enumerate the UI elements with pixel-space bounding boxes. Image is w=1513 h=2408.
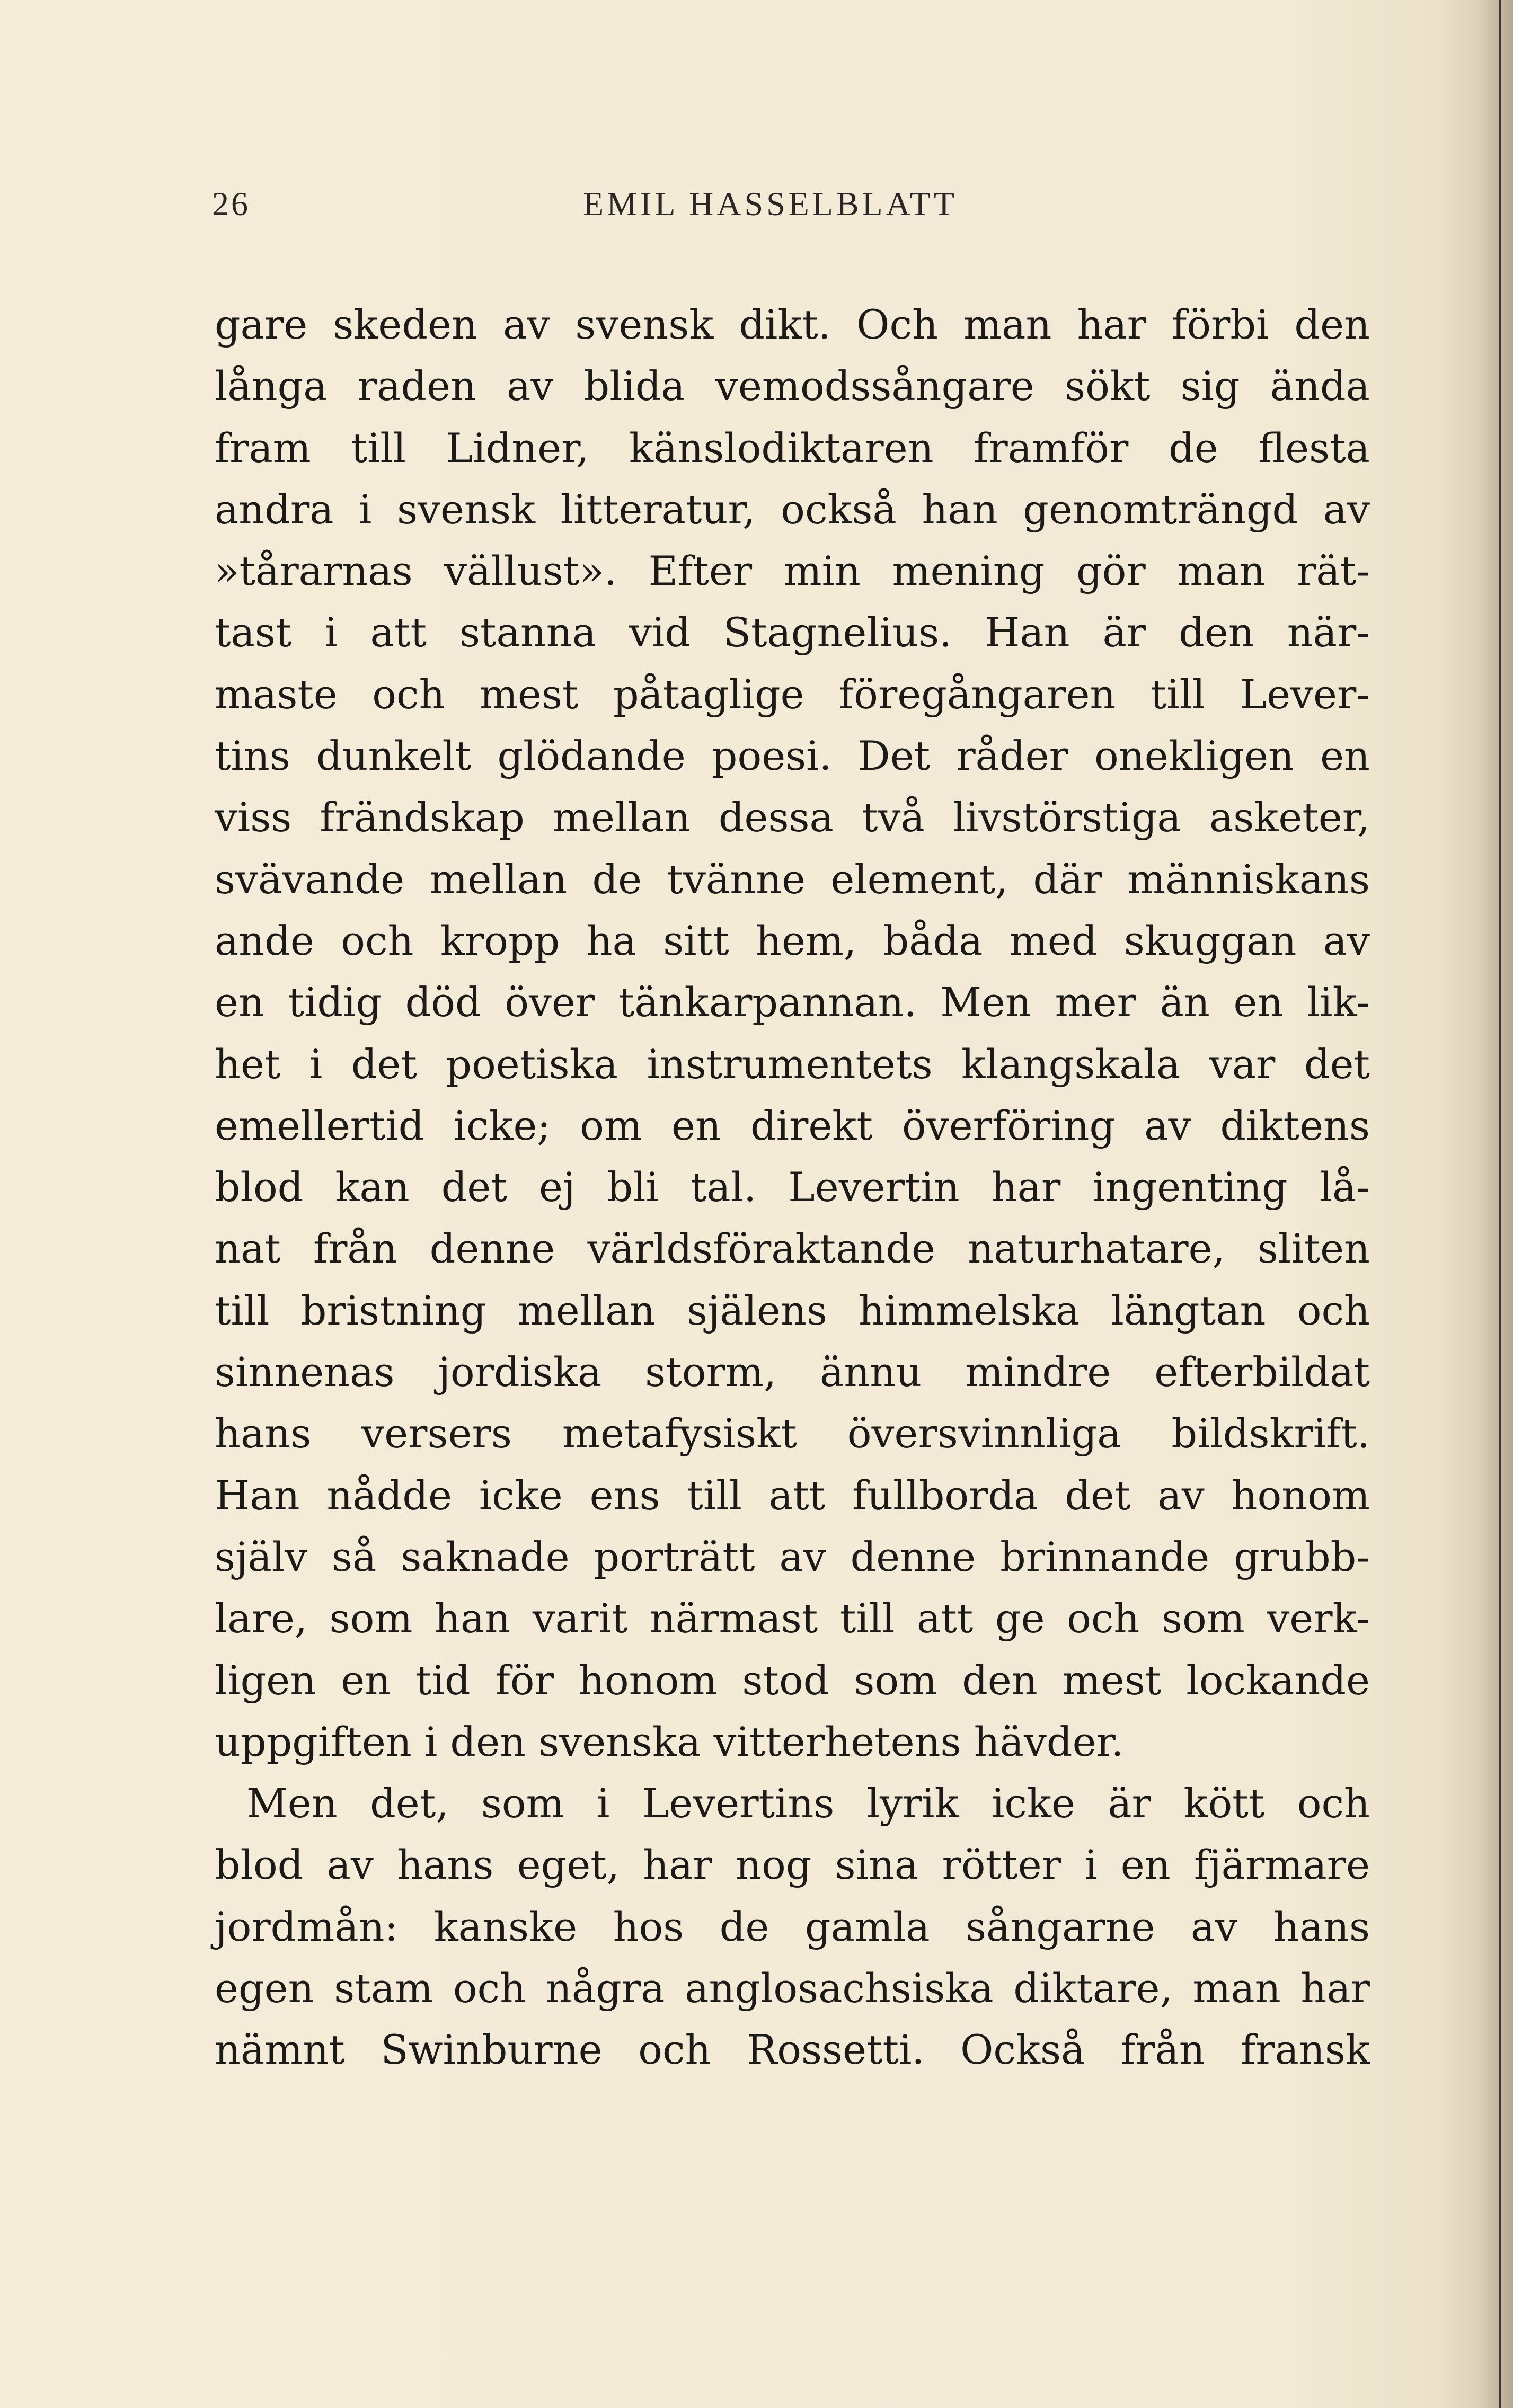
text-line: het i det poetiska instrumentets klangskala var det — [215, 1040, 1370, 1088]
text-line: jordmån: kanske hos de gamla sångarne av hans — [215, 1903, 1370, 1950]
text-line: sinnenas jordiska storm, ännu mindre efterbildat — [215, 1348, 1370, 1396]
text-line: långa raden av blida vemodssångare sökt sig ända — [215, 362, 1370, 410]
text-line: Han nådde icke ens till att fullborda det av honom — [215, 1471, 1370, 1519]
text-line: viss frändskap mellan dessa två livstörstiga asketer, — [215, 794, 1370, 841]
text-line: tast i att stanna vid Stagnelius. Han är den när- — [215, 609, 1370, 656]
text-line: lare, som han varit närmast till att ge och som verk- — [215, 1595, 1370, 1642]
text-line-paragraph-end: uppgiften i den svenska vitterhetens hävder. — [215, 1718, 1124, 1765]
text-line: tins dunkelt glödande poesi. Det råder onekligen en — [215, 732, 1370, 780]
text-line: svävande mellan de tvänne element, där människans — [215, 855, 1370, 903]
text-line: egen stam och några anglosachsiska diktare, man har — [215, 1965, 1370, 2012]
running-head: EMIL HASSELBLATT — [583, 185, 958, 223]
text-line: nämnt Swinburne och Rossetti. Också från fransk — [215, 2026, 1370, 2074]
body-text — [215, 294, 1370, 2081]
text-line: nat från denne världsföraktande naturhatare, sliten — [215, 1225, 1370, 1273]
text-line: fram till Lidner, känslodiktaren framför de flesta — [215, 424, 1370, 472]
page-header — [212, 180, 1044, 228]
text-line: gare skeden av svensk dikt. Och man har förbi den — [215, 301, 1370, 348]
text-line: ligen en tid för honom stod som den mest lockande — [215, 1656, 1370, 1704]
text-line: blod kan det ej bli tal. Levertin har ingenting lå- — [215, 1163, 1370, 1211]
text-line: ande och kropp ha sitt hem, båda med skuggan av — [215, 917, 1370, 964]
text-line: maste och mest påtaglige föregångaren till Lever- — [215, 670, 1370, 718]
text-line: till bristning mellan själens himmelska längtan och — [215, 1286, 1370, 1334]
page-edge-line — [1499, 0, 1501, 2408]
text-line: blod av hans eget, har nog sina rötter i en fjärmare — [215, 1841, 1370, 1889]
text-line: hans versers metafysiskt översvinnliga bildskrift. — [215, 1410, 1370, 1458]
page-number: 26 — [212, 185, 250, 223]
text-line: själv så saknade porträtt av denne brinnande grubb- — [215, 1533, 1370, 1580]
text-line: emellertid icke; om en direkt överföring av diktens — [215, 1101, 1370, 1149]
text-line: »tårarnas vällust». Efter min mening gör man rät- — [215, 547, 1370, 595]
text-line: andra i svensk litteratur, också han genomträngd av — [215, 485, 1370, 533]
text-line: en tidig död över tänkarpannan. Men mer än en lik- — [215, 979, 1370, 1026]
text-line-paragraph-start: Men det, som i Levertins lyrik icke är kött och — [246, 1780, 1370, 1827]
